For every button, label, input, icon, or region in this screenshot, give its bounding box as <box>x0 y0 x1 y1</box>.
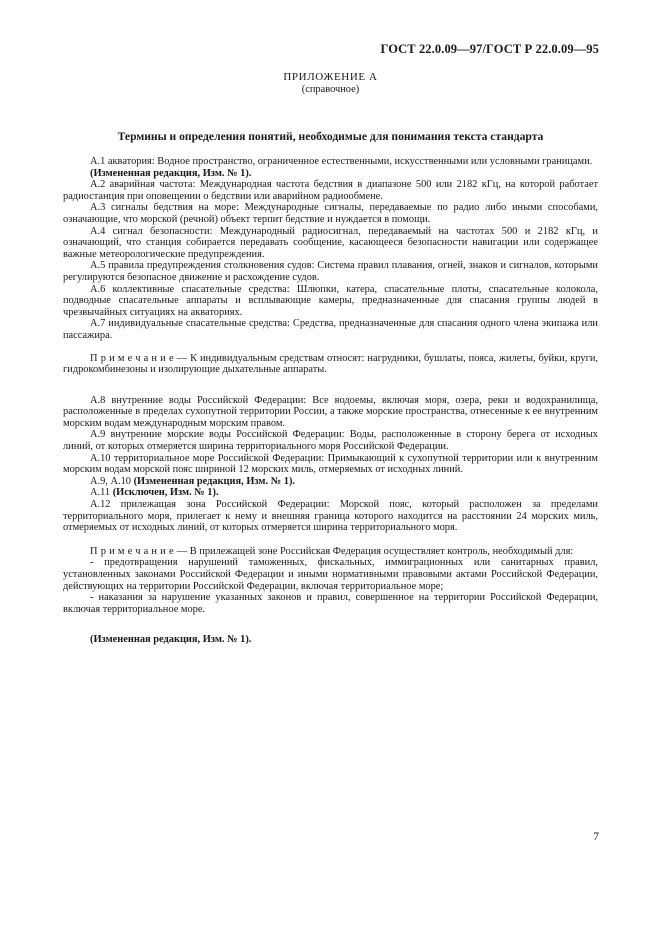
term-a2: А.2 аварийная частота: Международная частота бедствия в диапазоне 500 или 2182 кГц, на которой работает радиостанция при оповещении о бедствии или аварийном радиообмене. <box>63 179 598 202</box>
term-a6: А.6 коллективные спасательные средства: Шлюпки, катера, спасательные плоты, спасательные колокола, подводные спасательные аппараты и всплывающие камеры, предназначенные для спасания группы людей в чрезвычайных ситуациях на акваториях. <box>63 283 598 318</box>
term-a11-prefix: А.11 <box>90 487 111 499</box>
term-a12: А.12 прилежащая зона Российской Федерации: Морской пояс, который расположен за пределами территориального моря, прилегает к нему и внешняя граница которого находится на расстоянии 24 морских миль, отмеряемых от исходных линий, от которых отмеряется ширина территориального моря. <box>63 499 598 534</box>
spacer <box>63 342 598 353</box>
note-label: Примечание <box>90 545 177 557</box>
term-a11-excluded: (Исключен, Изм. № 1). <box>112 487 219 499</box>
term-a9: А.9 внутренние морские воды Российской Федерации: Воды, расположенные в сторону берега от исходных линий, от которых отмеряется ширина территориального моря Российской Федерации. <box>63 429 598 453</box>
note-text: — К индивидуальным средствам относят: нагрудники, бушлаты, пояса, жилеты, буйки, круги, гидрокомбинезоны и изолирующие дыхательные аппараты. <box>63 352 598 376</box>
note-2 <box>63 546 598 558</box>
document-body <box>63 156 598 646</box>
term-a4: А.4 сигнал безопасности: Международный радиосигнал, передаваемый на частотах 500 и 2182 кГц, и означающий, что станция собирается передавать сообщение, касающееся безопасности навигации или содержащее важные метеорологические предупреждения. <box>63 225 598 260</box>
appendix-heading <box>0 71 661 96</box>
amendment-note: (Измененная редакция, Изм. № 1). <box>90 167 252 179</box>
note-1 <box>63 353 598 376</box>
amendment-note: (Измененная редакция, Изм. № 1). <box>133 475 295 487</box>
page-number: 7 <box>593 831 599 843</box>
spacer <box>63 534 598 546</box>
term-a5: А.5 правила предупреждения столкновения судов: Система правил плавания, огней, знаков и сигналов, которыми регулируются безопасное движение и расхождение судов. <box>63 260 598 283</box>
note-2-item-2: - наказания за нарушение указанных законов и правил, совершенное на территории Российской Федерации, включая территориальное море. <box>63 592 598 615</box>
term-a11 <box>63 487 598 499</box>
section-title: Термины и определения понятий, необходимые для понимания текста стандарта <box>117 130 544 143</box>
note-2-item-1: - предотвращения нарушений таможенных, фискальных, иммиграционных или санитарных правил, установленных законами Российской Федерации и иными нормативными правовыми актами Российской Федерации, действующих на территории Российской Федерации, включая территориальное море; <box>63 557 598 592</box>
spacer <box>63 615 598 634</box>
note-label: Примечание <box>90 352 177 364</box>
amendment-prefix: А.9, А.10 <box>90 475 131 487</box>
appendix-title: ПРИЛОЖЕНИЕ А <box>283 71 378 83</box>
term-a10: А.10 территориальное море Российской Федерации: Примыкающий к сухопутной территории или к внутренним морским водам морской пояс шириной 12 морских миль, отмеряемых от исходных линий. <box>63 452 598 476</box>
term-a1: А.1 акватория: Водное пространство, ограниченное естественными, искусственными или условными границами. <box>90 156 593 167</box>
appendix-subtitle: (справочное) <box>301 84 360 95</box>
standard-code-header: ГОСТ 22.0.09—97/ГОСТ Р 22.0.09—95 <box>380 42 599 56</box>
term-a7: А.7 индивидуальные спасательные средства: Средства, предназначенные для спасания одного члена экипажа или пассажира. <box>63 318 598 341</box>
spacer <box>63 376 598 395</box>
amendment-a9-a10 <box>63 476 598 488</box>
final-amendment-note: (Измененная редакция, Изм. № 1). <box>90 634 252 646</box>
term-a8: А.8 внутренние воды Российской Федерации: Все водоемы, включая моря, озера, реки и водохранилища, расположенные в пределах сухопутной территории России, а также морские пространства, отнесенные к ее внутренним морским водам международным морским правом. <box>63 394 598 429</box>
term-a3: А.3 сигналы бедствия на море: Международные сигналы, передаваемые по радио либо иными способами, означающие, что морской (речной) объект терпит бедствие и нуждается в помощи. <box>63 202 598 225</box>
note-text: — В прилежащей зоне Российская Федерация осуществляет контроль, необходимый для: <box>176 545 574 557</box>
